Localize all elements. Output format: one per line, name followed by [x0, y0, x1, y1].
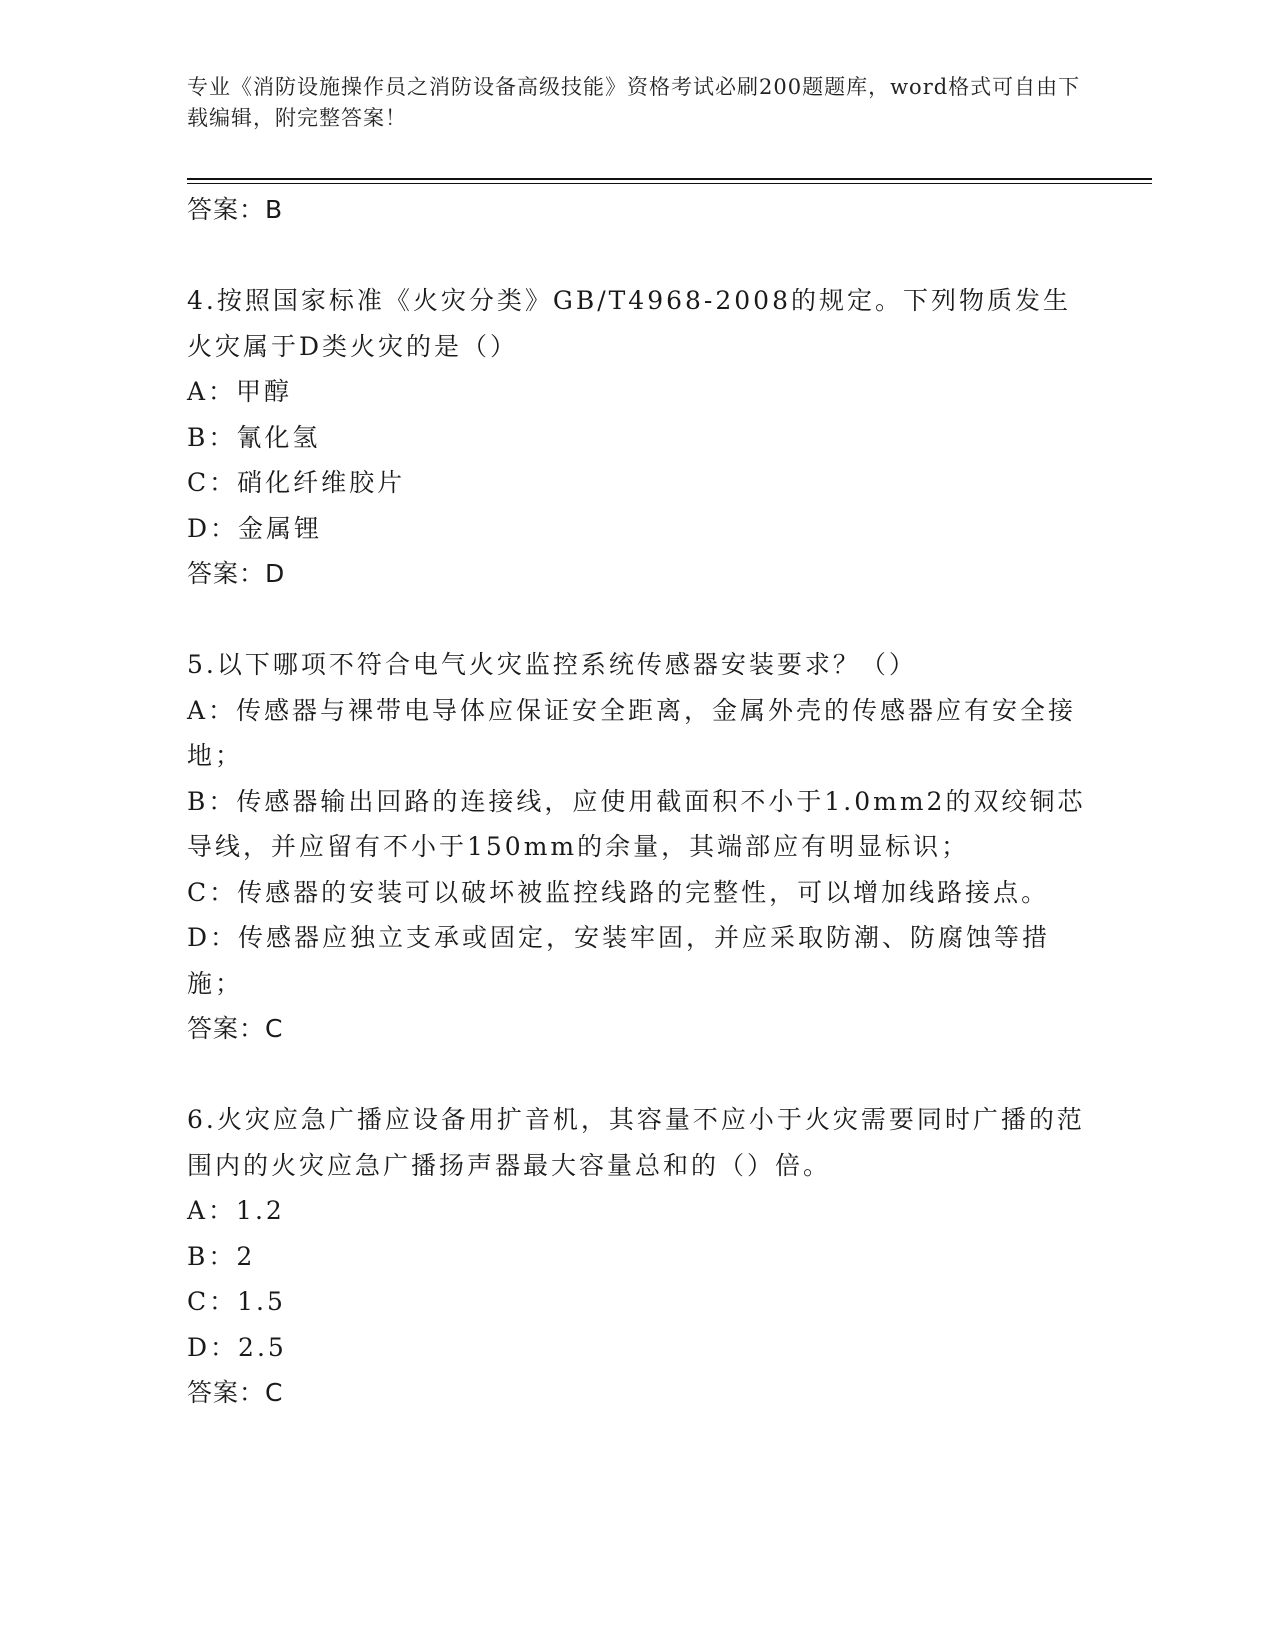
header-rule-thick — [187, 178, 1152, 180]
spacer — [187, 233, 1087, 279]
question-stem: 5.以下哪项不符合电气火灾监控系统传感器安装要求？（） — [187, 650, 917, 679]
question-content — [187, 187, 1087, 1416]
document-header: 专业《消防设施操作员之消防设备高级技能》资格考试必刷200题题库，word格式可自由下载编辑，附完整答案！ — [187, 75, 1081, 130]
option-d: D：2.5 — [187, 1332, 287, 1362]
question-block-4 — [187, 278, 1087, 597]
spacer — [187, 1052, 1087, 1098]
answer-line: 答案：C — [187, 1014, 284, 1043]
option-a: A：1.2 — [187, 1196, 285, 1225]
option-d: D：传感器应独立支承或固定，安装牢固，并应采取防潮、防腐蚀等措施； — [187, 923, 1051, 998]
option-a: A：传感器与裸带电导体应保证安全距离，金属外壳的传感器应有安全接地； — [187, 695, 1077, 770]
option-b: B：传感器输出回路的连接线，应使用截面积不小于1.0mm2的双绞铜芯导线，并应留有不小于150mm的余量，其端部应有明显标识； — [187, 786, 1086, 861]
answer-line: 答案：B — [187, 195, 284, 224]
answer-line: 答案：C — [187, 1378, 284, 1407]
option-d: D：金属锂 — [187, 513, 323, 543]
option-b: B：氰化氢 — [187, 422, 321, 452]
spacer — [187, 597, 1087, 643]
question-block-5 — [187, 642, 1087, 1052]
header-rule-thin — [187, 183, 1152, 184]
question-stem: 4.按照国家标准《火灾分类》GB/T4968-2008的规定。下列物质发生火灾属于D类火灾的是（） — [187, 286, 1071, 361]
question-stem: 6.火灾应急广播应设备用扩音机，其容量不应小于火灾需要同时广播的范围内的火灾应急广播扬声器最大容量总和的（）倍。 — [187, 1105, 1085, 1180]
option-c: C：1.5 — [187, 1287, 286, 1316]
answer-line: 答案：D — [187, 559, 286, 588]
option-c: C：传感器的安装可以破坏被监控线路的完整性，可以增加线路接点。 — [187, 877, 1050, 907]
option-b: B：2 — [187, 1241, 256, 1271]
option-a: A：甲醇 — [187, 377, 293, 406]
option-c: C：硝化纤维胶片 — [187, 468, 406, 497]
question-block-6 — [187, 1097, 1087, 1416]
